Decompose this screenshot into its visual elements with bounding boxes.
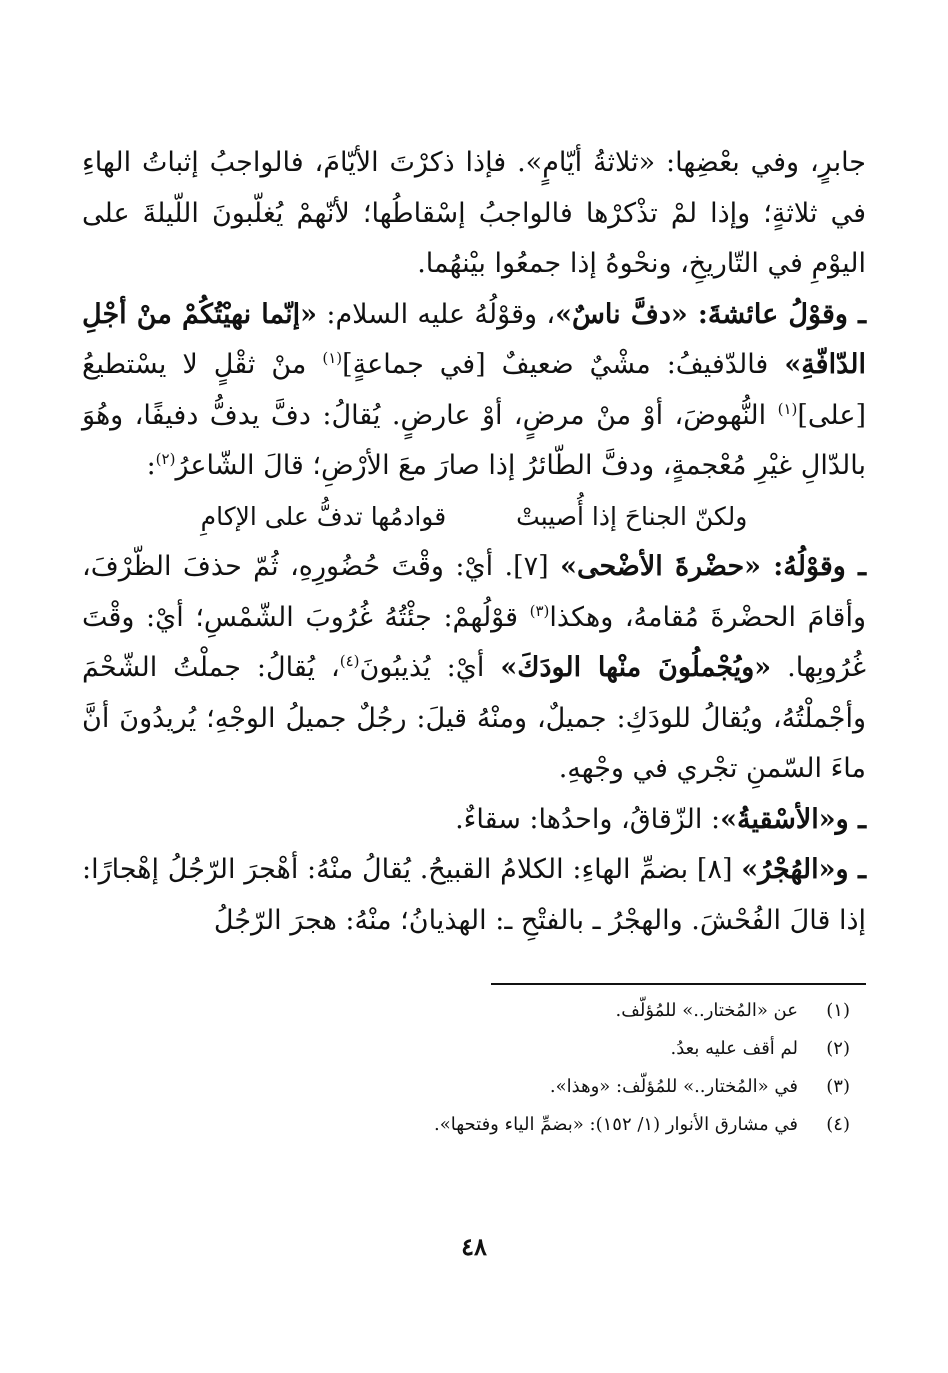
footnotes	[82, 992, 850, 1144]
footnote-text: في مشارق الأنوار (١/ ١٥٢): «بضمِّ الياء وفتحها».	[434, 1114, 798, 1135]
main-text	[82, 138, 866, 946]
paragraph-text: فالدّفيفُ: مشْيٌ ضعيفٌ [في جماعةٍ]	[342, 349, 785, 380]
paragraph-2	[82, 290, 866, 492]
paragraph-text: منْ ثقْلٍ لا يسْتطيعُ [على]	[82, 349, 866, 431]
page-number: ٤٨	[461, 1232, 487, 1261]
entry-heading: ـ و«الأسْقيةُ»	[720, 803, 866, 835]
paragraph-text: ، وقوْلُهُ عليه السلام:	[317, 298, 556, 330]
footnote-number: (٢)	[826, 1038, 850, 1059]
entry-heading: ـ و«الهُجْرُ»	[741, 854, 866, 885]
paragraph-text: : الزّقاقُ، واحدُها: سقاءٌ.	[455, 803, 721, 835]
footnote-ref[interactable]: (١)	[322, 349, 343, 367]
paragraph-text: النُّهوضَ، أوْ منْ مرضٍ، أوْ عارضٍ. يُقالُ: دفَّ يدفُّ دفيفًا، وهُوَ بالدّالِ غيْرِ مُعْجمةٍ، ودفَّ الطّائرُ إذا صارَ معَ الأرْضِ؛ قالَ الشّاعرُ	[82, 399, 866, 481]
verse-second-hemistich: قوادمُها تدفُّ على الإكامِ	[200, 501, 447, 531]
paragraph-text: ، يُقالُ: جملْتُ الشّحْمَ وأجْملْتُهُ، ويُقالُ للودَكِ: جميلٌ، ومنْهُ قيلَ: رجُلٌ جميلُ الوجْهِ؛ يُريدُونَ أنَّ ماءَ السّمنِ تجْري في وجْههِ.	[82, 652, 866, 784]
footnote-text: عن «المُختار..» للمُؤلّف.	[615, 1000, 798, 1021]
hadith-quote: «ويُجْملُونَ منْها الودَكَ»	[500, 652, 772, 683]
hadith-quote: «إنّما نهيْتُكُمْ منْ أجْلِ الدّافّةِ»	[82, 298, 866, 380]
paragraph-5	[82, 845, 866, 946]
paragraph-4	[82, 795, 866, 846]
footnote-ref[interactable]: (٢)	[155, 450, 176, 468]
footnote-item	[82, 1068, 850, 1106]
entry-heading: ـ وقوْلُ عائشةَ: «دفَّ ناسٌ»	[555, 298, 866, 330]
footnote-ref[interactable]: (١)	[777, 399, 798, 418]
footnote-item	[82, 992, 850, 1030]
verse-first-hemistich: ولكنّ الجناحَ إذا أُصيبتْ	[516, 501, 748, 531]
footnote-item	[82, 1106, 850, 1144]
footnote-separator	[491, 983, 866, 985]
footnote-text: لم أقف عليه بعدُ.	[670, 1038, 798, 1059]
paragraph-3	[82, 542, 866, 795]
footnote-number: (٣)	[826, 1076, 850, 1097]
footnote-item	[82, 1030, 850, 1068]
footnote-ref[interactable]: (٤)	[339, 652, 360, 670]
poetry-verse	[82, 492, 866, 543]
footnote-number: (٤)	[826, 1114, 850, 1135]
entry-heading: ـ وقوْلُهُ: «حضْرةَ الأضْحى»	[560, 551, 866, 582]
footnote-ref[interactable]: (٣)	[529, 601, 550, 620]
paragraph-text: أيْ: يُذيبُونَ	[359, 652, 501, 683]
paragraph-text: :	[146, 450, 156, 481]
paragraph-text: [٧]. أيْ: وقْتَ حُضُورِهِ، ثُمّ حذفَ الظّرْفَ، وأقامَ الحضْرةَ مُقامهُ، وهكذا	[82, 551, 866, 633]
paragraph-text: قوْلُهمْ: جئْتُهُ غُرُوبَ الشّمْسِ؛ أيْ: وقْتَ غُرُوبِها.	[82, 601, 866, 683]
footnote-text: في «المُختار..» للمُؤلّف: «وهذا».	[549, 1076, 798, 1097]
footnote-number: (١)	[826, 1000, 850, 1021]
paragraph-1: جابرٍ، وفي بعْضِها: «ثلاثةُ أيّامٍ». فإذا ذكرْتَ الأيّامَ، فالواجبُ إثباتُ الهاءِ في ثلاثةٍ؛ وإذا لمْ تذْكرْها فالواجبُ إسْقاطُها؛ لأنّهمْ يُغلّبونَ اللّيلةَ على اليوْمِ في التّاريخِ، ونحْوهُ إذا جمعُوا بيْنهُما.	[82, 147, 866, 279]
paragraph-text: [٨] بضمِّ الهاءِ: الكلامُ القبيحُ. يُقالُ منْهُ: أهْجرَ الرّجُلُ إهْجارًا: إذا قالَ الفُحْشَ. والهجْرُ ـ بالفتْحِ ـ: الهذيانُ؛ منْهُ: هجرَ الرّجُلُ	[82, 854, 866, 936]
